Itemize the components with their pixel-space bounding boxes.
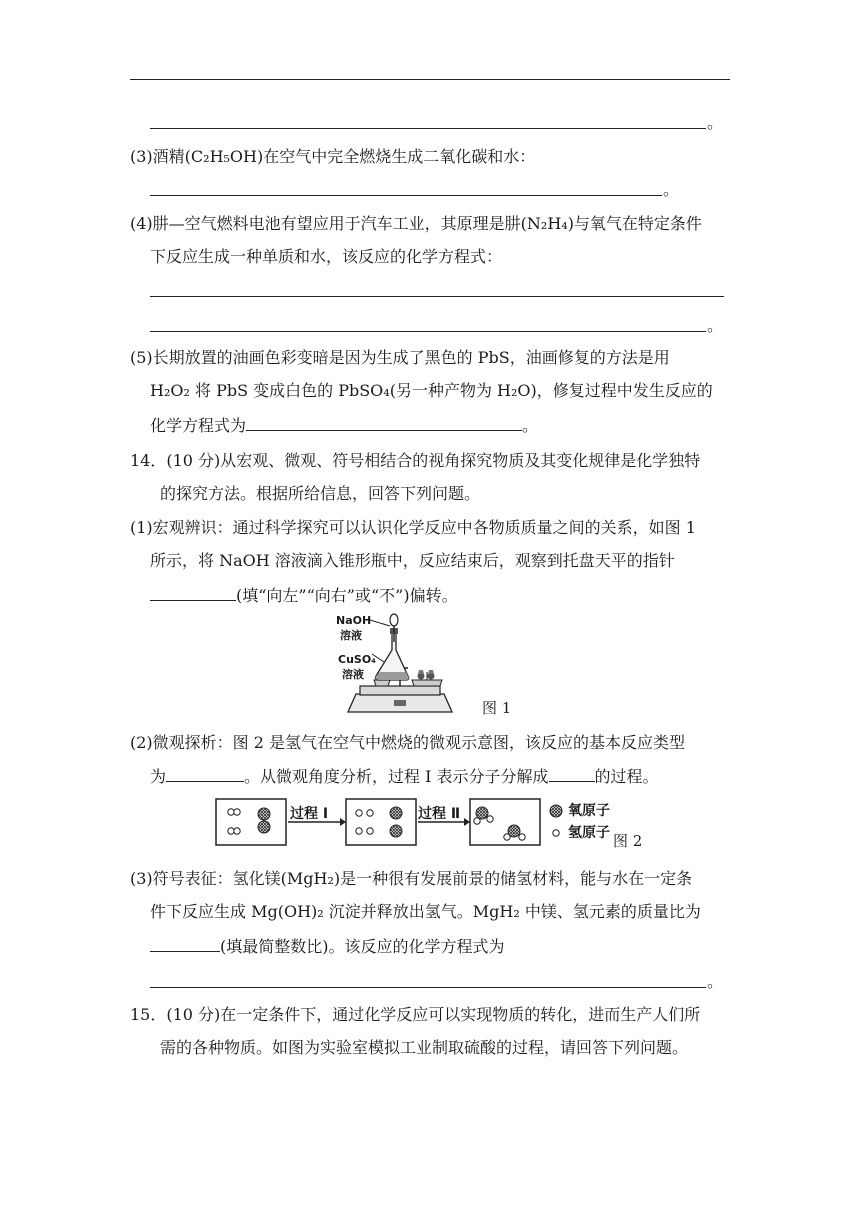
q14-heading-line2: 的探究方法。根据所给信息，回答下列问题。 bbox=[160, 484, 481, 503]
period: 。 bbox=[663, 180, 680, 199]
fig1-label-naoh: NaOH bbox=[336, 614, 372, 627]
process-2-label: 过程 Ⅱ bbox=[418, 806, 461, 822]
q13-part4-line1: (4)肼—空气燃料电池有望应用于汽车工业，其原理是肼(N₂H₄)与氧气在特定条件 bbox=[130, 214, 702, 233]
q14-part2-a: 为 bbox=[150, 767, 167, 786]
q14-part3-line1: (3)符号表征：氢化镁(MgH₂)是一种很有发展前景的储氢材料，能与水在一定条 bbox=[130, 869, 693, 888]
q14-part2-line2 bbox=[150, 765, 659, 788]
q14-heading-line1: 14．(10 分)从宏观、微观、符号相结合的视角探究物质及其变化规律是化学独特 bbox=[130, 451, 701, 470]
answer-blank bbox=[150, 935, 220, 952]
answer-line bbox=[150, 331, 706, 332]
answer-line bbox=[150, 195, 662, 196]
q14-part1-line1: (1)宏观辨识：通过科学探究可以认识化学反应中各物质质量之间的关系，如图 1 bbox=[130, 518, 696, 537]
q14-part1-suffix: (填“向左”“向右”或“不”)偏转。 bbox=[236, 586, 458, 605]
answer-line bbox=[150, 296, 724, 297]
q13-part5-line3 bbox=[150, 414, 538, 437]
q14-part3-line3 bbox=[150, 935, 505, 958]
legend-oxygen-atom: 氧原子 bbox=[568, 803, 610, 819]
answer-blank bbox=[166, 765, 244, 782]
q13-part5-line2: H₂O₂ 将 PbS 变成白色的 PbSO₄(另一种产物为 H₂O)，修复过程中发生反应的 bbox=[150, 381, 713, 400]
fig1-label-cuso4: CuSO₄ bbox=[338, 653, 376, 666]
figure-2-caption: 图 2 bbox=[613, 832, 643, 850]
q13-part4-line2: 下反应生成一种单质和水，该反应的化学方程式： bbox=[150, 247, 503, 266]
answer-line bbox=[150, 128, 706, 129]
fig1-label-cuso4-solution: 溶液 bbox=[342, 668, 364, 681]
fig1-label-naoh-solution: 溶液 bbox=[340, 629, 362, 642]
period: 。 bbox=[522, 416, 539, 435]
q14-part2-b: 。从微观角度分析，过程 Ⅰ 表示分子分解成 bbox=[244, 767, 549, 786]
figure-1-caption: 图 1 bbox=[482, 699, 512, 717]
answer-blank bbox=[246, 414, 522, 431]
q15-heading-line2: 需的各种物质。如图为实验室模拟工业制取硫酸的过程，请回答下列问题。 bbox=[160, 1038, 689, 1057]
q14-part2-c: 的过程。 bbox=[594, 767, 659, 786]
q14-part3-line2: 件下反应生成 Mg(OH)₂ 沉淀并释放出氢气。MgH₂ 中镁、氢元素的质量比为 bbox=[150, 902, 701, 921]
q14-part1-line2: 所示，将 NaOH 溶液滴入锥形瓶中，反应结束后，观察到托盘天平的指针 bbox=[150, 551, 675, 570]
period: 。 bbox=[707, 972, 724, 991]
period: 。 bbox=[707, 316, 724, 335]
micro-process-diagram bbox=[214, 797, 614, 847]
q14-part3-suffix: (填最简整数比)。该反应的化学方程式为 bbox=[220, 937, 505, 956]
answer-blank bbox=[549, 765, 595, 782]
q14-part2-line1: (2)微观探析：图 2 是氢气在空气中燃烧的微观示意图，该反应的基本反应类型 bbox=[130, 733, 686, 752]
process-1-label: 过程 Ⅰ bbox=[290, 806, 329, 822]
figure-2-micro-diagram bbox=[214, 797, 614, 847]
q14-part1-line3 bbox=[150, 584, 458, 607]
period: 。 bbox=[707, 113, 724, 132]
q13-part5-prefix: 化学方程式为 bbox=[150, 416, 247, 435]
q13-part5-line1: (5)长期放置的油画色彩变暗是因为生成了黑色的 PbS，油画修复的方法是用 bbox=[130, 348, 670, 367]
answer-line bbox=[150, 987, 706, 988]
header-rule bbox=[130, 79, 730, 80]
answer-blank bbox=[150, 584, 236, 601]
legend-hydrogen-atom: 氢原子 bbox=[568, 825, 610, 841]
q15-heading-line1: 15．(10 分)在一定条件下，通过化学反应可以实现物质的转化，进而生产人们所 bbox=[130, 1005, 701, 1024]
q13-part3-text: (3)酒精(C₂H₅OH)在空气中完全燃烧生成二氧化碳和水： bbox=[130, 147, 536, 166]
